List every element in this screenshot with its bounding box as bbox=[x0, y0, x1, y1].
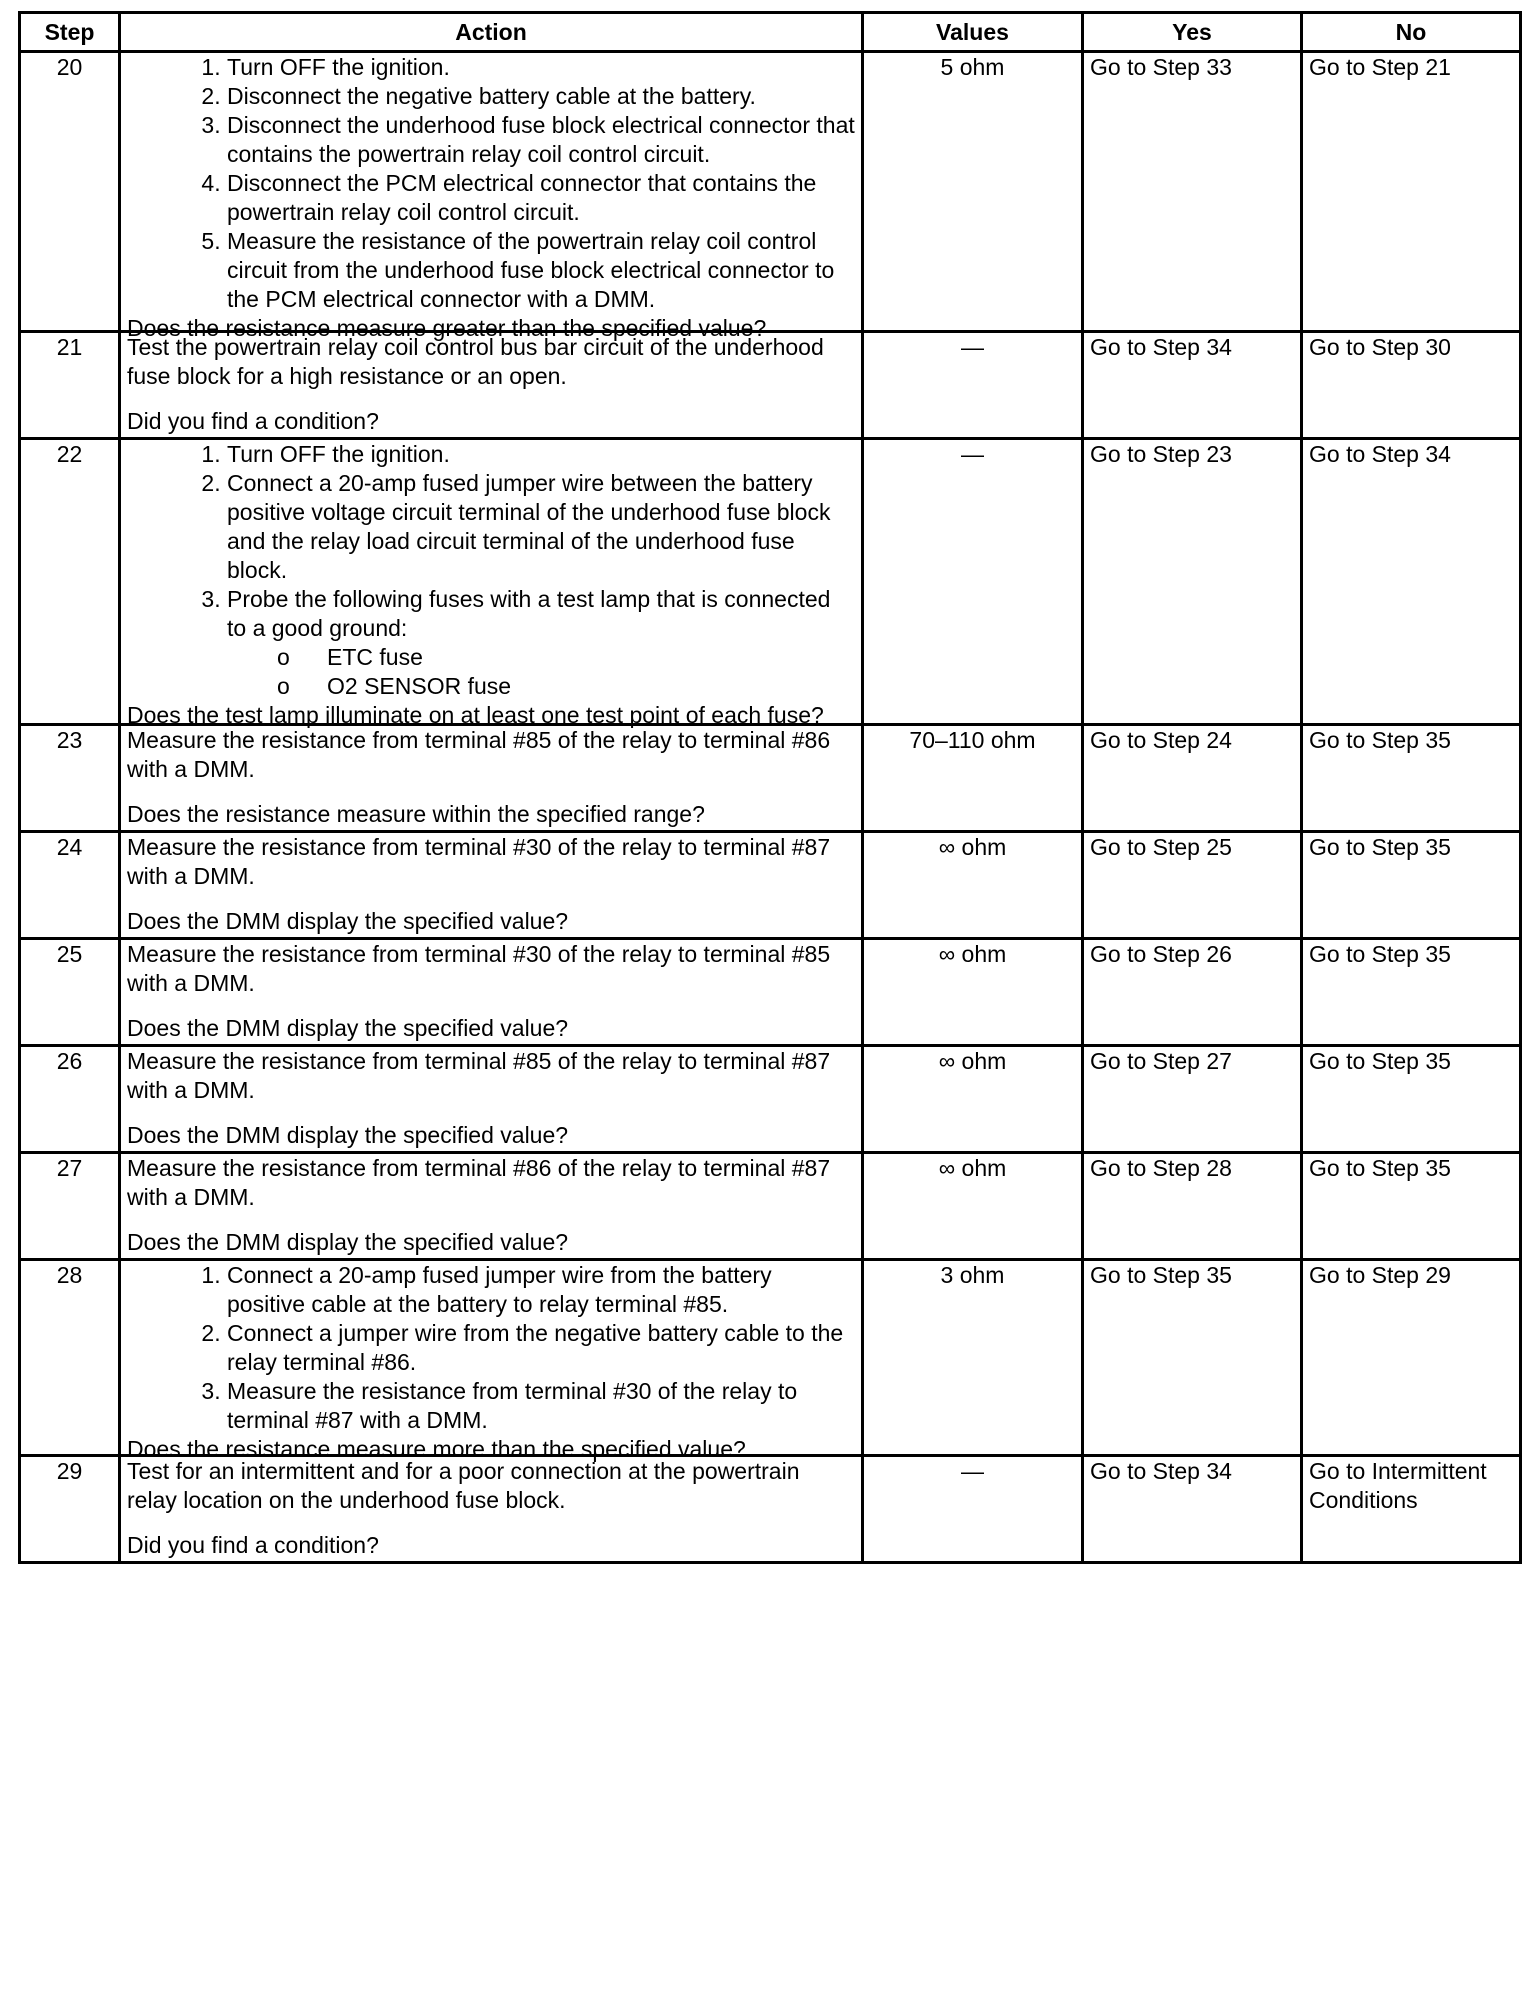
action-step bbox=[227, 111, 855, 169]
action-step-text: Connect a jumper wire from the negative battery cable to the relay terminal #86. bbox=[227, 1320, 844, 1375]
table-row bbox=[20, 439, 1521, 725]
action-question: Did you find a condition? bbox=[127, 1532, 379, 1558]
value-cell: 3 ohm bbox=[863, 1260, 1083, 1456]
yes-result: Go to Step 34 bbox=[1083, 332, 1302, 439]
action-cell bbox=[120, 1153, 863, 1260]
action-text: Measure the resistance from terminal #86 of the relay to terminal #87 with a DMM. bbox=[127, 1155, 831, 1210]
action-step bbox=[227, 1377, 855, 1435]
action-step-text: Turn OFF the ignition. bbox=[227, 441, 450, 467]
yes-result: Go to Step 25 bbox=[1083, 832, 1302, 939]
action-step bbox=[227, 440, 855, 469]
yes-result: Go to Step 23 bbox=[1083, 439, 1302, 725]
table-row bbox=[20, 832, 1521, 939]
action-steps-list bbox=[127, 440, 855, 701]
no-result: Go to Step 29 bbox=[1302, 1260, 1521, 1456]
header-no: No bbox=[1302, 13, 1521, 52]
value-cell: ∞ ohm bbox=[863, 1046, 1083, 1153]
action-question: Does the DMM display the specified value? bbox=[127, 1015, 569, 1041]
no-result: Go to Intermittent Conditions bbox=[1302, 1456, 1521, 1563]
diagnostic-table bbox=[18, 11, 1522, 1564]
value-cell: — bbox=[863, 439, 1083, 725]
step-number: 27 bbox=[20, 1153, 120, 1260]
table-row bbox=[20, 1046, 1521, 1153]
value-cell: 5 ohm bbox=[863, 52, 1083, 332]
action-step bbox=[227, 469, 855, 585]
action-question: Does the resistance measure greater than the specified value? bbox=[127, 315, 767, 341]
no-result: Go to Step 21 bbox=[1302, 52, 1521, 332]
step-number: 25 bbox=[20, 939, 120, 1046]
action-step-text: Turn OFF the ignition. bbox=[227, 54, 450, 80]
no-result: Go to Step 35 bbox=[1302, 1153, 1521, 1260]
action-step-text: Connect a 20-amp fused jumper wire from the battery positive cable at the battery to relay terminal #85. bbox=[227, 1262, 772, 1317]
action-step bbox=[227, 1319, 855, 1377]
table-row bbox=[20, 939, 1521, 1046]
action-step-text: Measure the resistance from terminal #30 of the relay to terminal #87 with a DMM. bbox=[227, 1378, 798, 1433]
action-text: Measure the resistance from terminal #85 of the relay to terminal #87 with a DMM. bbox=[127, 1048, 831, 1103]
fuse-list bbox=[227, 643, 855, 701]
action-steps-list bbox=[127, 53, 855, 314]
action-text: Test the powertrain relay coil control bus bar circuit of the underhood fuse block for a high resistance or an open. bbox=[127, 334, 824, 389]
no-result: Go to Step 34 bbox=[1302, 439, 1521, 725]
no-result: Go to Step 35 bbox=[1302, 939, 1521, 1046]
no-result: Go to Step 35 bbox=[1302, 725, 1521, 832]
action-step-text: Disconnect the underhood fuse block electrical connector that contains the powertrain relay coil control circuit. bbox=[227, 112, 855, 167]
step-number: 20 bbox=[20, 52, 120, 332]
value-cell: ∞ ohm bbox=[863, 832, 1083, 939]
yes-result: Go to Step 35 bbox=[1083, 1260, 1302, 1456]
action-text: Measure the resistance from terminal #85 of the relay to terminal #86 with a DMM. bbox=[127, 727, 831, 782]
action-question: Does the resistance measure more than the specified value? bbox=[127, 1436, 746, 1462]
action-step bbox=[227, 1261, 855, 1319]
action-cell bbox=[120, 1456, 863, 1563]
table-row bbox=[20, 332, 1521, 439]
yes-result: Go to Step 24 bbox=[1083, 725, 1302, 832]
action-cell bbox=[120, 725, 863, 832]
action-text: Measure the resistance from terminal #30 of the relay to terminal #87 with a DMM. bbox=[127, 834, 831, 889]
action-cell bbox=[120, 1260, 863, 1462]
step-number: 21 bbox=[20, 332, 120, 439]
action-step bbox=[227, 53, 855, 82]
action-cell bbox=[120, 1046, 863, 1153]
fuse-item: o ETC fuse bbox=[327, 643, 855, 672]
yes-result: Go to Step 26 bbox=[1083, 939, 1302, 1046]
action-cell bbox=[120, 832, 863, 939]
step-number: 29 bbox=[20, 1456, 120, 1563]
action-step-text: Disconnect the PCM electrical connector that contains the powertrain relay coil control circuit. bbox=[227, 170, 817, 225]
action-cell bbox=[120, 52, 863, 341]
action-step bbox=[227, 169, 855, 227]
table-row bbox=[20, 1260, 1521, 1456]
header-values: Values bbox=[863, 13, 1083, 52]
step-number: 26 bbox=[20, 1046, 120, 1153]
header-step: Step bbox=[20, 13, 120, 52]
action-cell bbox=[120, 332, 863, 439]
action-step-text: Connect a 20-amp fused jumper wire between the battery positive voltage circuit terminal of the underhood fuse block and the relay load circuit terminal of the underhood fuse block. bbox=[227, 470, 831, 583]
no-result: Go to Step 35 bbox=[1302, 832, 1521, 939]
yes-result: Go to Step 33 bbox=[1083, 52, 1302, 332]
header-row bbox=[20, 13, 1521, 52]
yes-result: Go to Step 27 bbox=[1083, 1046, 1302, 1153]
value-cell: ∞ ohm bbox=[863, 939, 1083, 1046]
action-text: Test for an intermittent and for a poor connection at the powertrain relay location on the underhood fuse block. bbox=[127, 1458, 800, 1513]
value-cell: 70–110 ohm bbox=[863, 725, 1083, 832]
action-text: Measure the resistance from terminal #30 of the relay to terminal #85 with a DMM. bbox=[127, 941, 831, 996]
action-question: Does the test lamp illuminate on at least one test point of each fuse? bbox=[127, 702, 824, 728]
action-step-text: Disconnect the negative battery cable at the battery. bbox=[227, 83, 756, 109]
table-row bbox=[20, 1456, 1521, 1563]
action-step-text: Measure the resistance of the powertrain relay coil control circuit from the underhood fuse block electrical connector to the PCM electrical connector with a DMM. bbox=[227, 228, 835, 312]
value-cell: ∞ ohm bbox=[863, 1153, 1083, 1260]
table-row bbox=[20, 52, 1521, 332]
no-result: Go to Step 35 bbox=[1302, 1046, 1521, 1153]
action-question: Does the DMM display the specified value? bbox=[127, 1122, 569, 1148]
no-result: Go to Step 30 bbox=[1302, 332, 1521, 439]
yes-result: Go to Step 34 bbox=[1083, 1456, 1302, 1563]
action-question: Does the DMM display the specified value? bbox=[127, 1229, 569, 1255]
step-number: 23 bbox=[20, 725, 120, 832]
header-action: Action bbox=[120, 13, 863, 52]
action-step-text: Probe the following fuses with a test lamp that is connected to a good ground: bbox=[227, 586, 831, 641]
value-cell: — bbox=[863, 1456, 1083, 1563]
action-cell bbox=[120, 439, 863, 728]
action-question: Does the resistance measure within the specified range? bbox=[127, 801, 705, 827]
yes-result: Go to Step 28 bbox=[1083, 1153, 1302, 1260]
step-number: 28 bbox=[20, 1260, 120, 1456]
step-number: 22 bbox=[20, 439, 120, 725]
action-step bbox=[227, 227, 855, 314]
action-question: Did you find a condition? bbox=[127, 408, 379, 434]
value-cell: — bbox=[863, 332, 1083, 439]
table-row bbox=[20, 725, 1521, 832]
table-row bbox=[20, 1153, 1521, 1260]
action-step bbox=[227, 585, 855, 701]
action-steps-list bbox=[127, 1261, 855, 1435]
action-step bbox=[227, 82, 855, 111]
action-question: Does the DMM display the specified value? bbox=[127, 908, 569, 934]
fuse-item: o O2 SENSOR fuse bbox=[327, 672, 855, 701]
action-cell bbox=[120, 939, 863, 1046]
header-yes: Yes bbox=[1083, 13, 1302, 52]
step-number: 24 bbox=[20, 832, 120, 939]
